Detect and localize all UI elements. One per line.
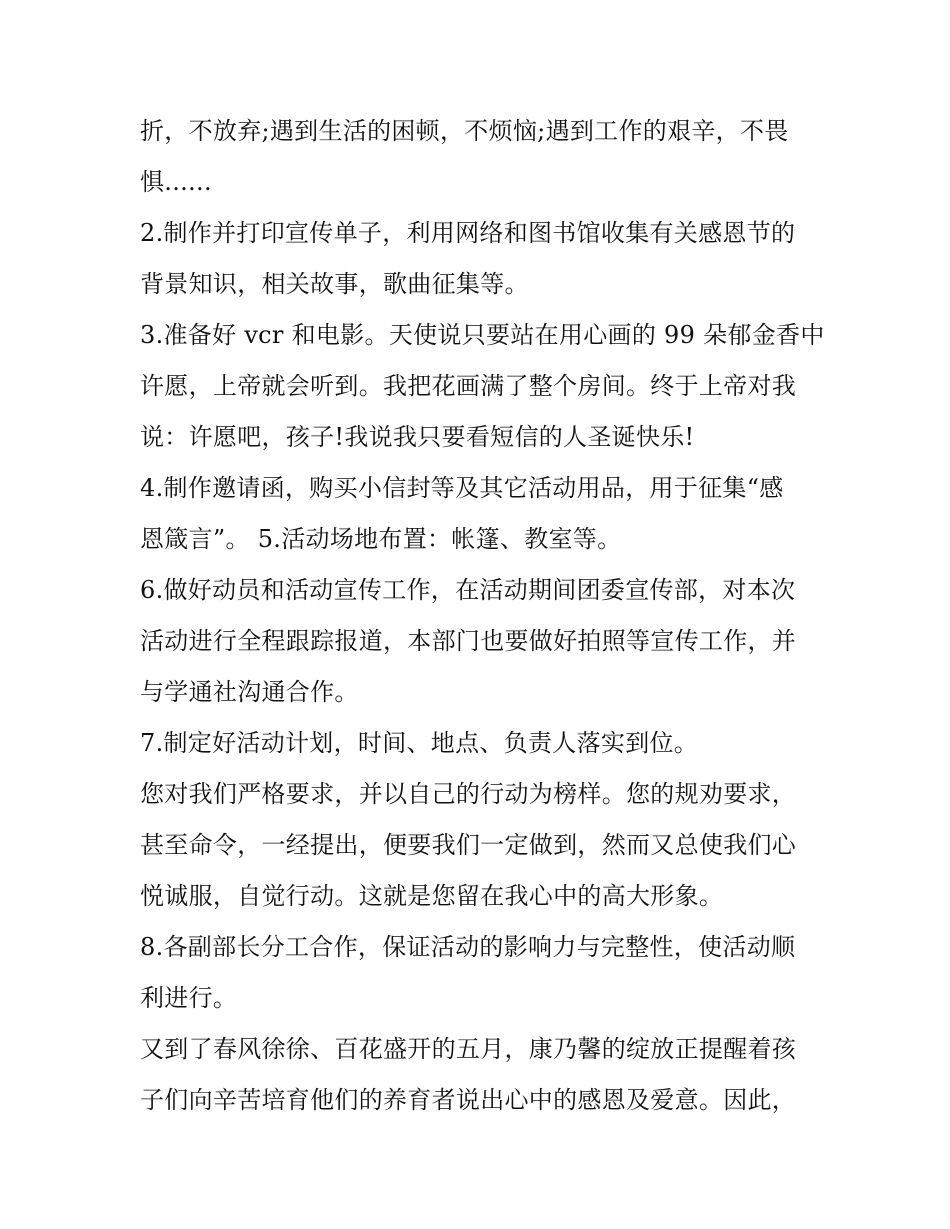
text-line: 4.制作邀请函，购买小信封等及其它活动用品，用于征集“感 bbox=[140, 474, 784, 502]
text-line: 7.制定好活动计划，时间、地点、负责人落实到位。 bbox=[140, 729, 699, 757]
text-line: 惧...... bbox=[140, 168, 212, 196]
text-line: 8.各副部长分工合作，保证活动的影响力与完整性，使活动顺 bbox=[140, 933, 796, 961]
text-line: 与学通社沟通合作。 bbox=[140, 678, 359, 706]
text-line: 背景知识，相关故事，歌曲征集等。 bbox=[140, 270, 529, 298]
text-line: 又到了春风徐徐、百花盛开的五月，康乃馨的绽放正提醒着孩 bbox=[140, 1035, 797, 1063]
text-line: 3.准备好 vcr 和电影。天使说只要站在用心画的 99 朵郁金香中 bbox=[140, 321, 825, 349]
text-line: 活动进行全程跟踪报道，本部门也要做好拍照等宣传工作，并 bbox=[140, 627, 797, 655]
document-body bbox=[140, 106, 825, 1126]
text-line: 2.制作并打印宣传单子，利用网络和图书馆收集有关感恩节的 bbox=[140, 219, 796, 247]
text-line: 说：许愿吧，孩子!我说我只要看短信的人圣诞快乐! bbox=[140, 423, 695, 451]
text-line: 许愿，上帝就会听到。我把花画满了整个房间。终于上帝对我 bbox=[140, 372, 797, 400]
text-line: 甚至命令，一经提出，便要我们一定做到，然而又总使我们心 bbox=[140, 831, 797, 859]
text-line: 利进行。 bbox=[140, 984, 238, 1012]
text-line: 折，不放弃;遇到生活的困顿，不烦恼;遇到工作的艰辛，不畏 bbox=[140, 117, 789, 145]
text-line: 悦诚服，自觉行动。这就是您留在我心中的高大形象。 bbox=[140, 882, 724, 910]
text-line: 恩箴言”。 5.活动场地布置：帐篷、教室等。 bbox=[140, 525, 622, 553]
text-line: 子们向辛苦培育他们的养育者说出心中的感恩及爱意。因此， bbox=[140, 1086, 797, 1114]
text-line: 您对我们严格要求，并以自己的行动为榜样。您的规劝要求， bbox=[140, 780, 797, 808]
text-line: 6.做好动员和活动宣传工作，在活动期间团委宣传部，对本次 bbox=[140, 576, 796, 604]
